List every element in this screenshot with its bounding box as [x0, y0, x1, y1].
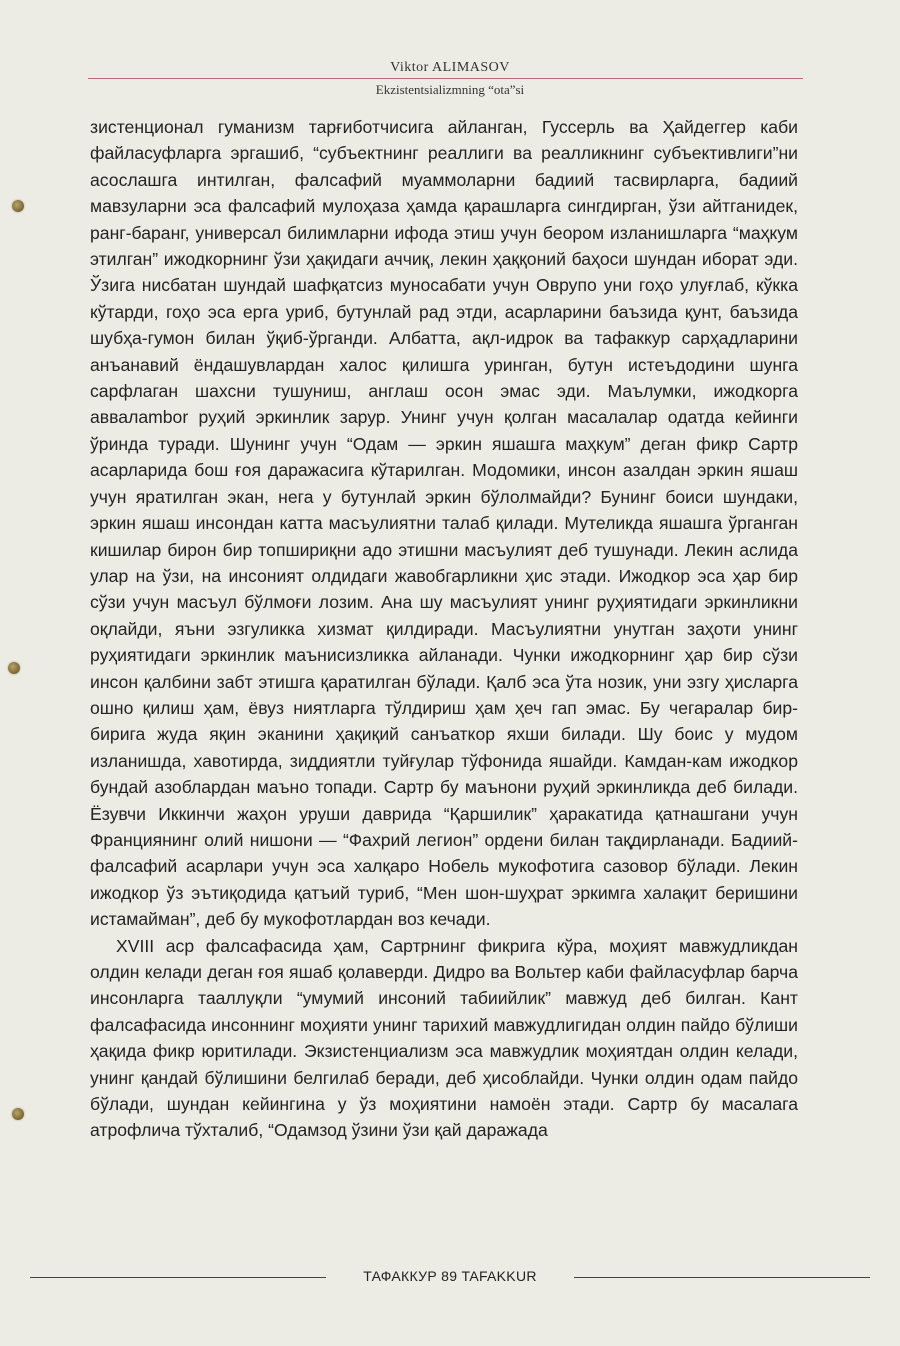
header-rule	[88, 78, 803, 79]
author-name: Viktor ALIMASOV	[390, 60, 510, 75]
footer-rule-right	[574, 1277, 870, 1278]
binder-hole	[8, 662, 20, 674]
running-header	[0, 60, 900, 76]
article-title: Ekzistentsializmning “ota”si	[375, 82, 525, 97]
footer-magazine-page: ТАФАККУР 89 TAFAKKUR	[363, 1268, 537, 1284]
page-footer	[30, 1268, 870, 1288]
binder-hole	[12, 1108, 24, 1120]
paragraph: зистенционал гуманизм тарғиботчисига айланган, Гуссерль ва Ҳайдеггер каби файласуфларга эргашиб, “субъектнинг реаллиги ва реалликнинг субъективлиги”ни асослашга интилган, фалсафий муаммоларни бадиий тасвирларга, бадиий мавзуларни эса фалсафий мулоҳаза ҳамда қарашларга сингдирган, ўзи айтганидек, ранг-баранг, универсал билимларни ифода этиш учун беором изланишларга “маҳкум этилган” ижодкорнинг ўзи ҳақидаги аччиқ, лекин ҳаққоний баҳоси шундан иборат эди. Ўзига нисбатан шундай шафқатсиз муносабати учун Оврупо уни гоҳо улуғлаб, кўкка кўтарди, гоҳо эса ерга уриб, бутунлай рад этди, асарларини баъзида қунт, баъзида шубҳа-гумон билан ўқиб-ўрганди. Албатта, ақл-идрок ва тафаккур сарҳадларини анъанавий ёндашувлардан халос қилишга уринган, бутун истеъдодини шунга сарфлаган шахсни тушуниш, англаш осон эмас эди. Маълумки, ижодкорга аввалambor руҳий эркинлик зарур. Унинг учун қолган масалалар одатда кейинги ўринда туради. Шунинг учун “Одам — эркин яшашга маҳкум” деган фикр Сартр асарларида бош ғоя даражасига кўтарилган. Модомики, инсон азалдан эркин яшаш учун яратилган экан, нега у бутунлай эркин бўлолмайди? Бунинг боиси шундаки, эркин яшаш инсондан катта масъулиятни талаб қилади. Мутеликда яшашга ўрганган кишилар бирон бир топшириқни адо этишни масъулият деб тушунади. Лекин аслида улар на ўзи, на инсоният олдидаги жавобгарликни ҳис этади. Ижодкор эса ҳар бир сўзи учун масъул бўлмоғи лозим. Ана шу масъулият унинг руҳиятидаги эркинликни оқлайди, яъни эзгуликка хизмат қилдиради. Масъулиятни унутган заҳоти унинг руҳиятидаги эркинлик маънисизликка айланади. Чунки ижодкорнинг ҳар бир сўзи инсон қалбини забт этишга қаратилган бўлади. Қалб эса ўта нозик, уни эзгу ҳисларга ошно қилиш ҳам, ёвуз ниятларга тўлдириш ҳам ҳеч гап эмас. Бу чегаралар бир-бирига жуда яқин эканини ҳақиқий санъаткор яхши билади. Шу боис у мудом изланишда, хавотирда, зиддиятли туйғулар тўфонида яшайди. Камдан-кам ижодкор бундай азоблардан маъно топади. Сартр бу маънони руҳий эркинликда деб билади. Ёзувчи Иккинчи жаҳон уруши даврида “Қаршилик” ҳаракатида қатнашгани учун Франциянинг олий нишони — “Фахрий легион” ордени билан тақдирланади. Бадиий-фалсафий асарлари учун эса халқаро Нобель мукофотига сазовор бўлади. Лекин ижодкор ўз эътиқодида қатъий туриб, “Мен шон-шуҳрат эркимга халақит беришини истамайман”, деб бу мукофотлардан воз кечади.	[90, 117, 798, 930]
footer-rule-left	[30, 1277, 326, 1278]
binder-hole	[12, 200, 24, 212]
article-body	[90, 114, 798, 1144]
paragraph: XVIII аср фалсафасида ҳам, Сартрнинг фикрига кўра, моҳият мавжудликдан олдин келади деган ғоя яшаб қолаверди. Дидро ва Вольтер каби файласуфлар барча инсонларга тааллуқли “умумий инсоний табиийлик” мавжуд деб билган. Кант фалсафасида инсоннинг моҳияти унинг тарихий мавжудлигидан олдин пайдо бўлиши ҳақида фикр юритилади. Экзистенциализм эса мавжудлик моҳиятдан олдин келади, унинг қандай бўлишини белгилаб беради, деб ҳисоблайди. Чунки олдин одам пайдо бўлади, шундан кейингина у ўз моҳиятини намоён этади. Сартр бу масалага атрофлича тўхталиб, “Одамзод ўзини ўзи қай даражада	[90, 935, 798, 1141]
